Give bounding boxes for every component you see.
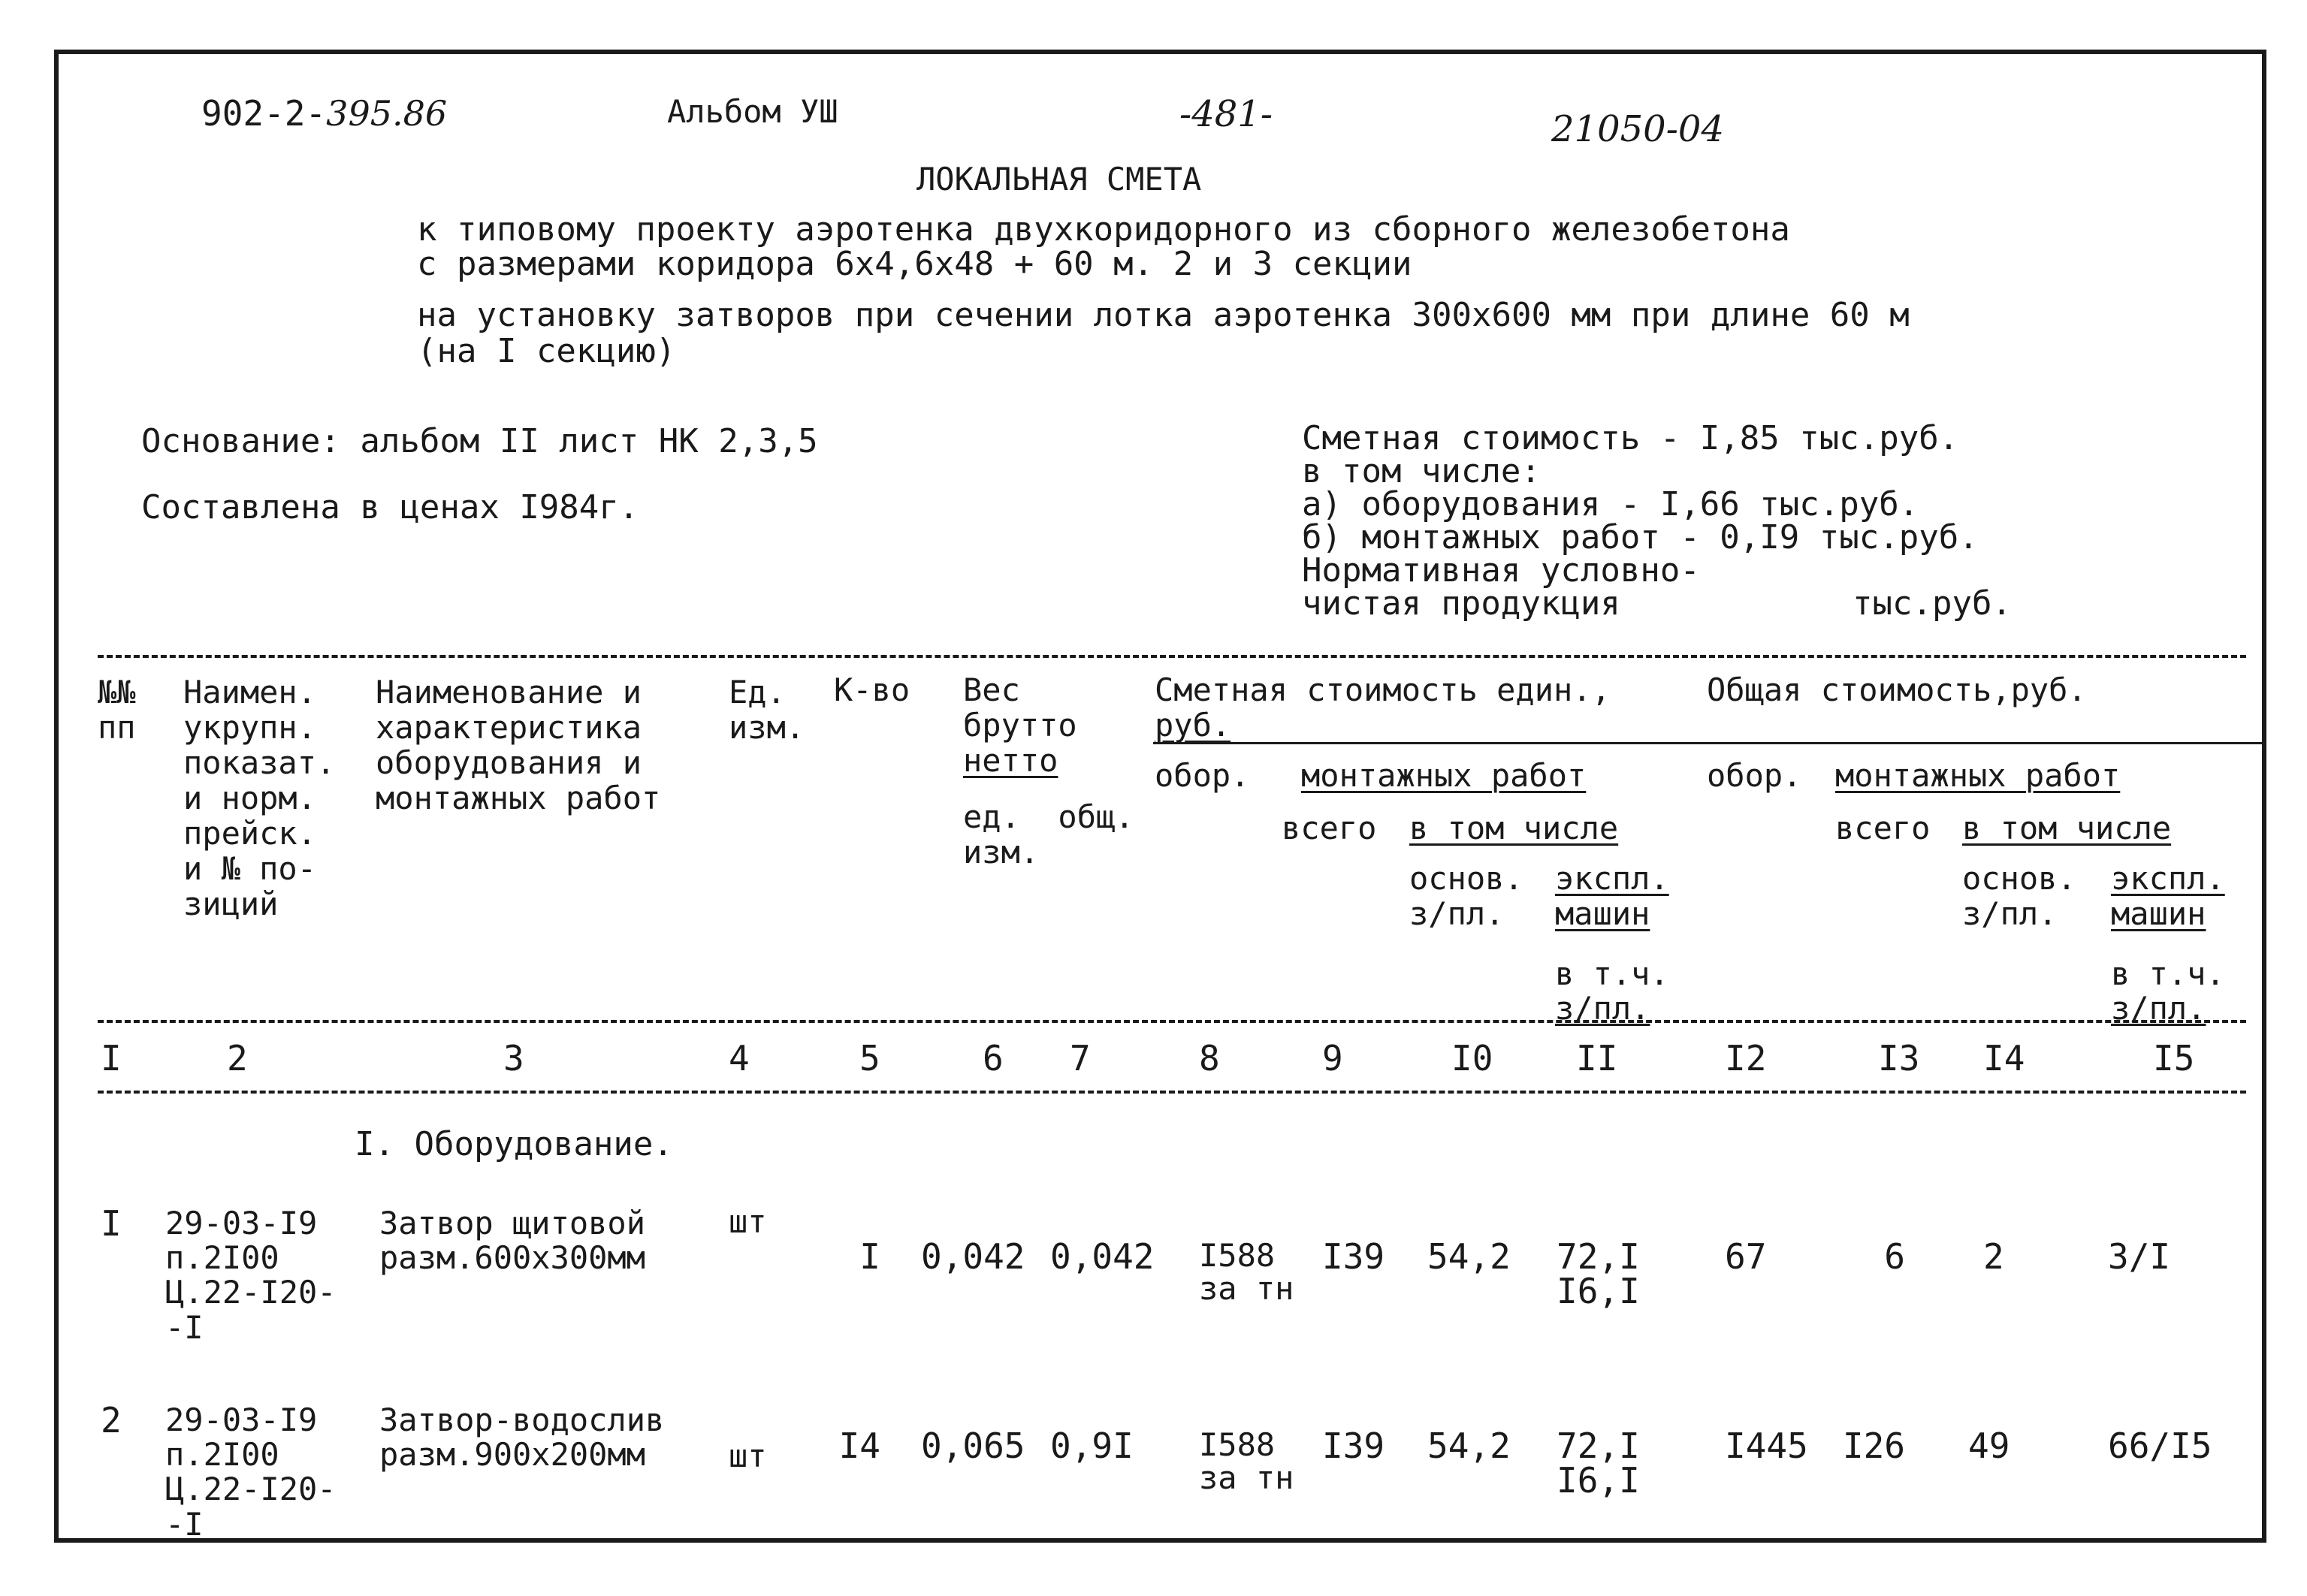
row-number: 2 [101,1400,122,1441]
column-number: I4 [1983,1038,2025,1079]
cost-installation: б) монтажных работ - 0,I9 тыс.руб. [1302,518,1979,557]
row-unit-obor: I588 за тн [1199,1237,1294,1308]
col-weight-header: Вес [963,671,1020,708]
col-code-header: Наимен. укрупн. показат. и норм. прейск. и № по- зиций [183,674,336,923]
row-code: 29-03-I9 п.2I00 Ц.22-I20- -I [165,1401,337,1543]
unit-cost-header: Сметная стоимость един., [1155,671,1611,708]
row-unit: шт [729,1203,767,1240]
row-weight-unit: 0,042 [921,1236,1025,1277]
row-total-osnov: 49 [1968,1426,2010,1466]
page-number: -481- [1179,93,1273,135]
row-unit-osnov: 54,2 [1427,1426,1511,1466]
column-number: 2 [227,1038,248,1079]
col-weight-units: ед. общ. изм. [963,798,1134,871]
row-name: Затвор щитовой разм.600х300мм [379,1205,646,1277]
row-total-vsego: I26 [1842,1426,1905,1466]
column-number: 5 [859,1038,880,1079]
total-osnov-header: основ. з/пл. [1962,860,2076,933]
col-unit-header: Ед. изм. [729,674,805,747]
column-number: I3 [1878,1038,1920,1079]
cost-normative-2: чистая продукция [1302,584,1620,623]
row-code: 29-03-I9 п.2I00 Ц.22-I20- -I [165,1205,337,1346]
project-number: 902-2-395.86 [201,93,448,134]
unit-ekspl-header: экспл. машин [1555,860,1669,933]
total-vtch-header: в т.ч. [2111,955,2225,992]
total-vtom-header: в том числе [1962,810,2172,846]
column-number: I5 [2153,1038,2195,1079]
row-weight-total: 0,9I [1050,1426,1134,1466]
row-total-ekspl: 3/I [2108,1236,2171,1277]
row-unit-vsego: I39 [1322,1426,1385,1466]
cost-including: в том числе: [1302,452,1541,490]
subtitle-line-2: с размерами коридора 6х4,6х48 + 60 м. 2 и 3 секции [417,245,1412,283]
row-total-ekspl: 66/I5 [2108,1426,2212,1466]
row-unit-vsego: I39 [1322,1236,1385,1277]
row-total-obor: 67 [1725,1236,1767,1277]
unit-vtch-header: в т.ч. [1555,955,1669,992]
unit-vsego-header: всего [1282,810,1377,846]
page-title: ЛОКАЛЬНАЯ СМЕТА [916,161,1202,198]
unit-cost-rub: руб. [1155,707,1231,744]
unit-montazh-header: монтажных работ [1301,757,1587,794]
total-montazh-header: монтажных работ [1835,757,2121,794]
table-top-rule [98,655,2246,658]
column-number: 9 [1322,1038,1343,1079]
col-weight-gross: брутто [963,707,1077,744]
row-unit-obor: I588 за тн [1199,1426,1294,1497]
document-code: 21050-04 [1551,108,1724,150]
album-label: Альбом УШ [667,93,838,130]
total-ekspl-header: экспл. машин [2111,860,2225,933]
total-vsego-header: всего [1835,810,1931,846]
row-weight-total: 0,042 [1050,1236,1155,1277]
section-title: I. Оборудование. [355,1125,673,1163]
row-qty: I4 [838,1426,880,1466]
row-total-obor: I445 [1725,1426,1808,1466]
row-weight-unit: 0,065 [921,1426,1025,1466]
cost-equipment: а) оборудования - I,66 тыс.руб. [1302,485,1919,523]
subtitle-line-1: к типовому проекту аэротенка двухкоридорного из сборного железобетона [417,210,1790,249]
row-unit-ekspl: 72,I I6,I [1557,1426,1640,1501]
row-total-osnov: 2 [1983,1236,2004,1277]
column-number: I0 [1451,1038,1493,1079]
subtitle-line-3: на установку затворов при сечении лотка аэротенка 300х600 мм при длине 60 м [417,296,1910,334]
subtitle-line-4: (на I секцию) [417,332,676,370]
column-number: 8 [1199,1038,1220,1079]
header-rule-costs [1153,742,2262,744]
unit-vtom-header: в том числе [1409,810,1619,846]
unit-obor-header: обор. [1155,757,1250,794]
cost-normative-1: Нормативная условно- [1302,551,1700,590]
col-weight-net: нетто [963,742,1058,779]
column-number: II [1576,1038,1618,1079]
col-name-header: Наименование и характеристика оборудования и монтажных работ [376,674,661,817]
row-number: I [101,1203,122,1244]
unit-zpl-header: з/пл. [1555,990,1650,1027]
col-number-header: №№ пп [98,674,136,747]
row-name: Затвор-водослив разм.900х200мм [379,1401,665,1474]
column-number: 7 [1070,1038,1091,1079]
total-obor-header: обор. [1707,757,1802,794]
price-year-line: Составлена в ценах I984г. [141,488,639,526]
column-number: 6 [983,1038,1004,1079]
row-unit: шт [729,1438,767,1474]
total-zpl-header: з/пл. [2111,990,2206,1027]
row-unit-osnov: 54,2 [1427,1236,1511,1277]
estimated-cost: Сметная стоимость - I,85 тыс.руб. [1302,419,1959,457]
column-number: I2 [1725,1038,1767,1079]
total-cost-header: Общая стоимость,руб. [1707,671,2087,708]
basis-line: Основание: альбом II лист НК 2,3,5 [141,422,818,460]
cost-normative-unit: тыс.руб. [1853,584,2012,623]
row-total-vsego: 6 [1884,1236,1905,1277]
row-qty: I [859,1236,880,1277]
column-number: 3 [503,1038,524,1079]
row-unit-ekspl: 72,I I6,I [1557,1236,1640,1311]
col-qty-header: К-во [834,671,910,708]
header-bottom-rule [98,1020,2246,1023]
numbers-bottom-rule [98,1091,2246,1094]
column-number: I [101,1038,122,1079]
unit-osnov-header: основ. з/пл. [1409,860,1523,933]
column-number: 4 [729,1038,750,1079]
